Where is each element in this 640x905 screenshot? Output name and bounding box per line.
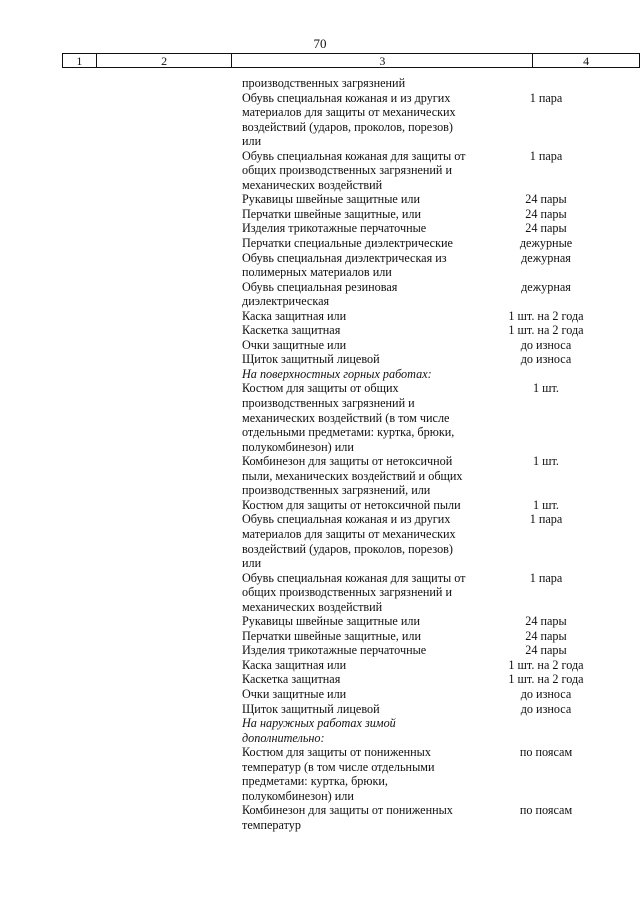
item-name-line: Каска защитная или — [242, 308, 347, 323]
item-quantity: дежурные — [519, 236, 573, 251]
list-item — [0, 192, 640, 207]
item-name-line: Перчатки швейные защитные, или — [242, 628, 422, 643]
item-quantity: 1 шт. на 2 года — [508, 657, 584, 672]
list-item — [0, 91, 640, 149]
item-quantity: 1 шт. на 2 года — [508, 672, 584, 687]
item-list — [0, 76, 640, 832]
item-name-line: Комбинезон для защиты от пониженных — [242, 803, 453, 818]
item-name-line: Щиток защитный лицевой — [242, 352, 380, 367]
item-name-line: механических воздействий — [242, 177, 383, 192]
item-name-line: Изделия трикотажные перчаточные — [242, 221, 427, 236]
item-name-line: Рукавицы швейные защитные или — [242, 192, 420, 207]
item-name-line: Костюм для защиты от общих — [242, 381, 399, 396]
item-name-line: предметами: куртка, брюки, — [242, 774, 388, 789]
column-header-3: 3 — [232, 54, 533, 68]
item-name-line: воздействий (ударов, проколов, порезов) — [242, 541, 453, 556]
item-name — [242, 454, 492, 498]
item-quantity: 1 шт. на 2 года — [508, 308, 584, 323]
item-quantity: 1 пара — [529, 512, 563, 527]
item-name — [242, 629, 492, 644]
item-name-line: Перчатки швейные защитные, или — [242, 206, 422, 221]
item-quantity: 24 пары — [525, 628, 567, 643]
list-item — [0, 309, 640, 324]
list-item — [0, 571, 640, 615]
item-name — [242, 803, 492, 832]
column-header-4: 4 — [533, 54, 640, 68]
item-name-line: Обувь специальная кожаная для защиты от — [242, 570, 466, 585]
item-name-line: отдельными предметами: куртка, брюки, — [242, 425, 455, 440]
item-name-line: Изделия трикотажные перчаточные — [242, 643, 427, 658]
item-name — [242, 236, 492, 251]
item-name — [242, 338, 492, 353]
list-item — [0, 280, 640, 309]
item-name — [242, 687, 492, 702]
item-name — [242, 207, 492, 222]
list-item — [0, 207, 640, 222]
item-name-line: механических воздействий — [242, 599, 383, 614]
item-quantity: 24 пары — [525, 614, 567, 629]
item-name — [242, 91, 492, 149]
item-name-line: Перчатки специальные диэлектрические — [242, 236, 453, 251]
item-name-line: Обувь специальная резиновая — [242, 279, 398, 294]
item-name — [242, 512, 492, 570]
item-name-line: Щиток защитный лицевой — [242, 701, 380, 716]
list-item — [0, 454, 640, 498]
item-name — [242, 192, 492, 207]
item-name-line: Комбинезон для защиты от нетоксичной — [242, 454, 453, 469]
item-name — [242, 702, 492, 717]
item-name-line: общих производственных загрязнений и — [242, 585, 453, 600]
item-name-line: Очки защитные или — [242, 337, 347, 352]
list-item — [0, 702, 640, 717]
list-item — [0, 512, 640, 570]
item-name-line: температур — [242, 817, 301, 832]
item-name-line: Костюм для защиты от пониженных — [242, 745, 431, 760]
item-quantity: 24 пары — [525, 192, 567, 207]
item-name-line: Обувь специальная диэлектрическая из — [242, 250, 447, 265]
item-name-line: Обувь специальная кожаная для защиты от — [242, 148, 466, 163]
item-name-line: температур (в том числе отдельными — [242, 759, 435, 774]
item-name-line: На наружных работах зимой — [242, 716, 396, 731]
list-item — [0, 614, 640, 629]
list-item — [0, 381, 640, 454]
list-item — [0, 672, 640, 687]
list-item — [0, 658, 640, 673]
item-name-line: Костюм для защиты от нетоксичной пыли — [242, 497, 461, 512]
item-quantity: 1 шт. — [533, 381, 559, 396]
item-quantity: дежурная — [521, 250, 571, 265]
item-quantity: 1 шт. на 2 года — [508, 323, 584, 338]
item-name-line: Рукавицы швейные защитные или — [242, 614, 420, 629]
item-name — [242, 280, 492, 309]
item-name — [242, 745, 492, 803]
item-name-line: производственных загрязнений и — [242, 396, 415, 411]
column-header-table — [62, 53, 640, 68]
item-name — [242, 643, 492, 658]
item-quantity: 24 пары — [525, 221, 567, 236]
item-name-line: или — [242, 556, 262, 571]
item-quantity: 1 пара — [529, 570, 563, 585]
item-name-line: полимерных материалов или — [242, 265, 392, 280]
list-item — [0, 338, 640, 353]
item-name-line: или — [242, 134, 262, 149]
list-item — [0, 745, 640, 803]
list-item — [0, 323, 640, 338]
item-name-line: производственных загрязнений — [242, 76, 406, 90]
item-quantity: 24 пары — [525, 206, 567, 221]
item-quantity: по поясам — [519, 803, 573, 818]
item-name — [242, 367, 492, 382]
item-name-line: На поверхностных горных работах: — [242, 366, 432, 381]
item-quantity: 1 пара — [529, 148, 563, 163]
column-header-1: 1 — [63, 54, 97, 68]
list-item — [0, 251, 640, 280]
list-item — [0, 236, 640, 251]
item-quantity: до износа — [520, 701, 572, 716]
item-name — [242, 323, 492, 338]
item-quantity: до износа — [520, 352, 572, 367]
item-quantity: до износа — [520, 686, 572, 701]
item-quantity: 1 пара — [529, 90, 563, 105]
item-quantity: 1 шт. — [533, 497, 559, 512]
item-quantity: до износа — [520, 337, 572, 352]
item-name — [242, 571, 492, 615]
item-name-line: Обувь специальная кожаная и из других — [242, 90, 451, 105]
item-name-line: дополнительно: — [242, 730, 325, 745]
item-name-line: пыли, механических воздействий и общих — [242, 468, 463, 483]
item-name-line: Очки защитные или — [242, 686, 347, 701]
item-name — [242, 658, 492, 673]
item-name — [242, 672, 492, 687]
item-name-line: производственных загрязнений, или — [242, 483, 431, 498]
item-name-line: полукомбинезон) или — [242, 439, 354, 454]
item-quantity: по поясам — [519, 745, 573, 760]
item-quantity: 1 шт. — [533, 454, 559, 469]
item-name-line: Обувь специальная кожаная и из других — [242, 512, 451, 527]
item-name-line: Каска защитная или — [242, 657, 347, 672]
list-item — [0, 149, 640, 193]
item-name-line: Каскетка защитная — [242, 672, 341, 687]
list-item — [0, 643, 640, 658]
item-name — [242, 221, 492, 236]
item-quantity: 24 пары — [525, 643, 567, 658]
section-heading — [0, 716, 640, 745]
item-name — [242, 352, 492, 367]
item-name — [242, 614, 492, 629]
item-quantity: дежурная — [521, 279, 571, 294]
item-name-line: общих производственных загрязнений и — [242, 163, 453, 178]
item-name — [242, 716, 492, 745]
item-name-line: механических воздействий (в том числе — [242, 410, 450, 425]
list-item — [0, 76, 640, 91]
list-item — [0, 687, 640, 702]
item-name-line: диэлектрическая — [242, 294, 330, 309]
list-item — [0, 498, 640, 513]
item-name-line: воздействий (ударов, проколов, порезов) — [242, 119, 453, 134]
item-name — [242, 381, 492, 454]
section-heading — [0, 367, 640, 382]
list-item — [0, 803, 640, 832]
list-item — [0, 352, 640, 367]
item-name — [242, 498, 492, 513]
item-name-line: полукомбинезон) или — [242, 788, 354, 803]
item-name — [242, 76, 492, 91]
list-item — [0, 629, 640, 644]
item-name — [242, 251, 492, 280]
item-name — [242, 149, 492, 193]
item-name — [242, 309, 492, 324]
list-item — [0, 221, 640, 236]
item-name-line: материалов для защиты от механических — [242, 526, 456, 541]
page-number: 70 — [313, 36, 327, 51]
column-header-2: 2 — [96, 54, 232, 68]
item-name-line: Каскетка защитная — [242, 323, 341, 338]
item-name-line: материалов для защиты от механических — [242, 105, 456, 120]
